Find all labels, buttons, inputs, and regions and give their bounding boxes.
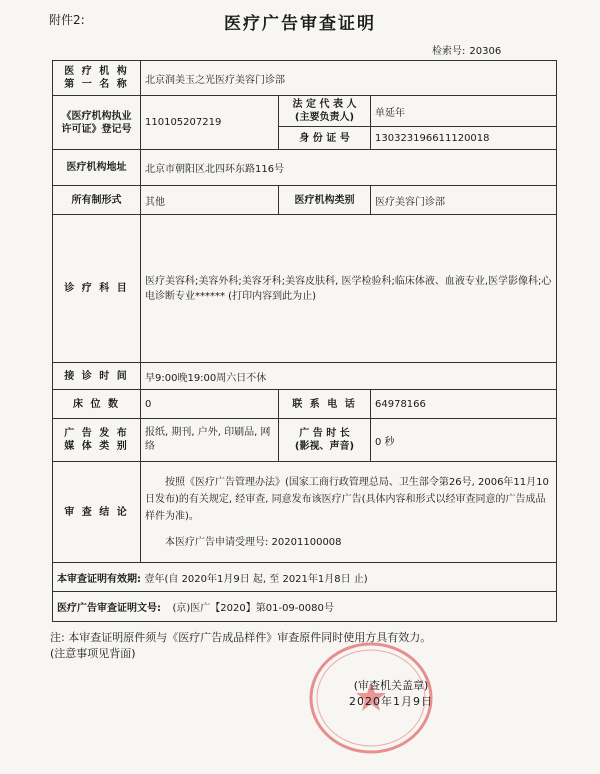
cert-number-value: (京)医广【2020】第01-09-0080号 xyxy=(172,603,334,614)
row-subjects xyxy=(53,215,557,363)
license-label: 《医疗机构执业 许可证》登记号 xyxy=(53,96,141,150)
license-value: 110105207219 xyxy=(141,96,279,150)
institution-name-label: 医 疗 机 构 第 一 名 称 xyxy=(53,61,141,96)
issue-date: 2020年1月9日 xyxy=(349,695,433,708)
row-hours xyxy=(53,363,557,390)
conclusion-label: 审 查 结 论 xyxy=(53,462,141,563)
ownership-label: 所有制形式 xyxy=(53,186,141,215)
conclusion-cell xyxy=(141,462,557,563)
validity-value: 壹年(自 2020年1月9日 起, 至 2021年1月8日 止) xyxy=(144,573,368,585)
subjects-value: 医疗美容科;美容外科;美容牙科;美容皮肤科, 医学检验科;临床体液、血液专业,医学影像科;心电诊断专业****** (打印内容到此为止) xyxy=(141,215,557,363)
serial-label: 检索号: xyxy=(432,46,466,57)
row-address xyxy=(53,150,557,186)
id-label: 身 份 证 号 xyxy=(279,127,371,150)
duration-label: 广 告 时 长 (影视、声音) xyxy=(279,419,371,462)
category-value: 医疗美容门诊部 xyxy=(371,186,557,215)
attachment-label: 附件2: xyxy=(49,13,85,27)
id-value: 130323196611120018 xyxy=(371,127,557,150)
row-ownership xyxy=(53,186,557,215)
address-label: 医疗机构地址 xyxy=(53,150,141,186)
cert-number-cell xyxy=(53,592,557,622)
validity-cell xyxy=(53,563,557,592)
row-validity xyxy=(53,563,557,592)
ownership-value: 其他 xyxy=(141,186,279,215)
row-license xyxy=(53,96,557,127)
footnote-line-1: 注: 本审查证明原件须与《医疗广告成品样件》审查原件同时使用方具有效力。 xyxy=(50,631,432,644)
validity-label: 本审查证明有效期: xyxy=(57,573,141,585)
subjects-label: 诊 疗 科 目 xyxy=(53,215,141,363)
phone-value: 64978166 xyxy=(371,390,557,419)
media-value: 报纸, 期刊, 户外, 印刷品, 网络 xyxy=(141,419,279,462)
serial-value: 20306 xyxy=(469,46,502,57)
stamp-caption: (审查机关盖章) xyxy=(353,679,429,692)
certificate-table xyxy=(52,60,557,622)
cert-number-label: 医疗广告审查证明文号: xyxy=(57,603,161,614)
conclusion-text: 按照《医疗广告管理办法》(国家工商行政管理总局、卫生部令第26号, 2006年11月10日发布)的有关规定, 经审查, 同意发布该医疗广告(具体内容和形式以经审查同意的广告成品样件为准)。 xyxy=(145,476,549,522)
media-label: 广 告 发 布 媒 体 类 别 xyxy=(53,419,141,462)
hours-label: 接 诊 时 间 xyxy=(53,363,141,390)
footnote-line-2: (注意事项见背面) xyxy=(50,647,136,660)
serial-number xyxy=(428,42,501,57)
phone-label: 联 系 电 话 xyxy=(279,390,371,419)
institution-name-value: 北京润美玉之光医疗美容门诊部 xyxy=(141,61,557,96)
row-institution-name xyxy=(53,61,557,96)
hours-value: 早9:00晚19:00周六日不休 xyxy=(141,363,557,390)
category-label: 医疗机构类别 xyxy=(279,186,371,215)
address-value: 北京市朝阳区北四环东路116号 xyxy=(141,150,557,186)
beds-label: 床 位 数 xyxy=(53,390,141,419)
application-number: 本医疗广告申请受理号: 20201100008 xyxy=(165,536,342,548)
row-media xyxy=(53,419,557,462)
legal-rep-value: 单延年 xyxy=(371,96,557,127)
legal-rep-label: 法 定 代 表 人 (主要负责人) xyxy=(279,96,371,127)
row-beds xyxy=(53,390,557,419)
duration-value: 0 秒 xyxy=(371,419,557,462)
row-conclusion xyxy=(53,462,557,563)
document-title: 医疗广告审查证明 xyxy=(224,14,376,34)
row-cert-number xyxy=(53,592,557,622)
stamp-area xyxy=(336,678,446,710)
beds-value: 0 xyxy=(141,390,279,419)
